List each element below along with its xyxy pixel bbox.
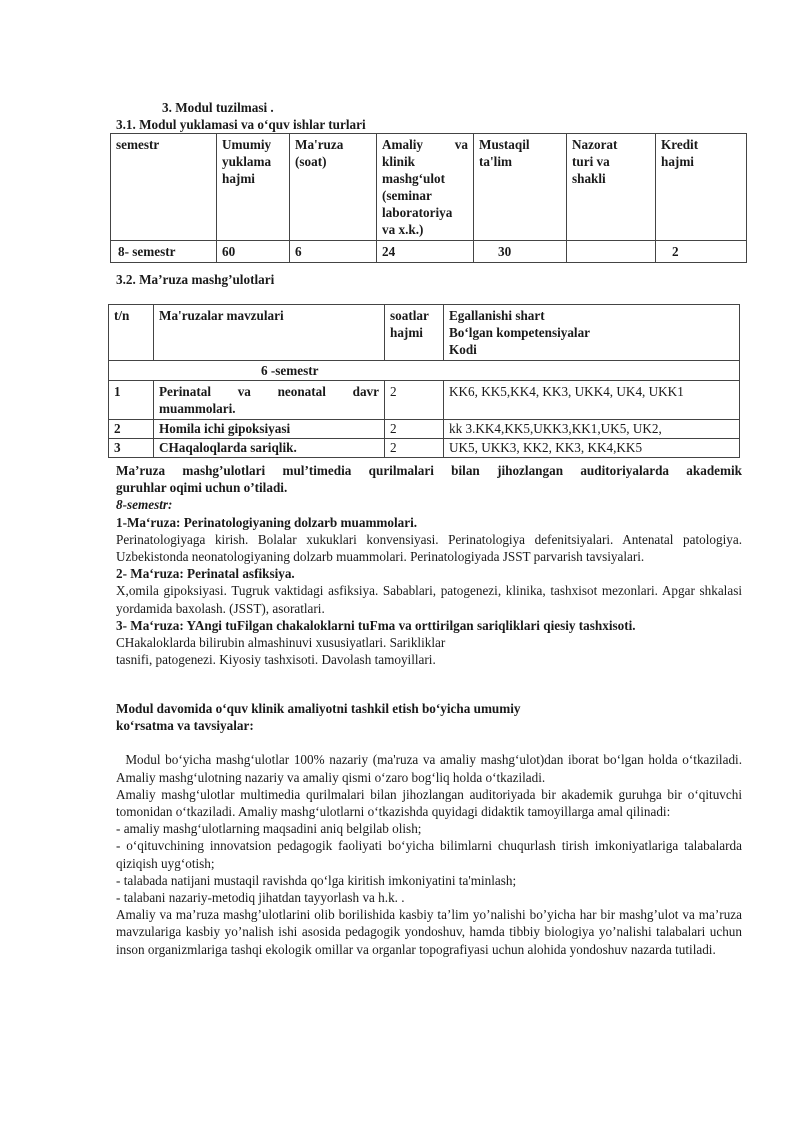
table-cell bbox=[567, 241, 656, 263]
lecture-title: 3- Ma‘ruza: YAngi tuFilgan chakaloklarni tuFma va orttirilgan sariqliklari qiesiy tashxisoti. bbox=[116, 617, 636, 633]
table-row bbox=[109, 420, 740, 439]
lecture-text: X,omila gipoksiyasi. Tugruk vaktidagi asfiksiya. Sabablari, patogenezi, klinika, tashxisot mezonlari. Apgar shkalasi yordamida baxolash. (JSST), asoratlari. bbox=[116, 583, 742, 616]
lecture-title: 1-Ma‘ruza: Perinatologiyaning dolzarb muammolari. bbox=[116, 514, 418, 530]
section-title: 3. Modul tuzilmasi . bbox=[162, 100, 274, 115]
lecture-section bbox=[116, 462, 742, 668]
table-row bbox=[111, 241, 747, 263]
table-header-cell: Mustaqil ta'lim bbox=[474, 134, 567, 241]
table-row bbox=[109, 439, 740, 458]
table-cell: 60 bbox=[217, 241, 290, 263]
table-cell: 2 bbox=[385, 439, 444, 458]
practice-paragraph: Amaliy mashg‘ulotlar multimedia qurilmalari bilan jihozlangan auditoriyada bir akademik guruhga bir o‘qituvchi tomonidan o‘tkaziladi. Amaliy mashg‘ulotlarni o‘tkazishda quyidagi didaktik tamoyillarga amal qilinadi: bbox=[116, 786, 742, 820]
lecture-text: Perinatologiyaga kirish. Bolalar xukuklari konvensiyasi. Perinatologiya defenitsiyalari. Antenatal patologiya. Uzbekistonda neonatologiyaning dolzarb muammolari. Perinatologiyada JSST parvarish tavsiyalari. bbox=[116, 531, 742, 565]
table-cell: 2 bbox=[385, 381, 444, 420]
list-item: - talabada natijani mustaqil ravishda qo‘lga kiritish imkoniyatini ta'minlash; bbox=[116, 872, 517, 888]
subsection-title-lectures: 3.2. Ma’ruza mashg’ulotlari bbox=[116, 272, 275, 287]
list-item: - o‘qituvchining innovatsion pedagogik faoliyati bo‘yicha bilimlarni chuqurlash tirish imkoniyatlariga talabalarda qiziqish uyg‘otish; bbox=[116, 838, 742, 871]
table-cell: 6 bbox=[290, 241, 377, 263]
table-cell: 2 bbox=[656, 241, 747, 263]
workload-table bbox=[110, 133, 747, 263]
table-header-cell: Umumiy yuklama hajmi bbox=[217, 134, 290, 241]
subsection-title-workload: 3.1. Modul yuklamasi va o‘quv ishlar turlari bbox=[116, 117, 366, 132]
lecture-text: CHakaloklarda bilirubin almashinuvi xususiyatlari. Sarikliklar bbox=[116, 635, 446, 651]
list-item: - amaliy mashg‘ulotlarning maqsadini aniq belgilab olish; bbox=[116, 821, 422, 837]
table-cell: 8- semestr bbox=[111, 241, 217, 263]
final-paragraph: Amaliy va ma’ruza mashg’ulotlarini olib borilishida kasbiy ta’lim yo’nalishi bo’yicha har bir mashg’ulot va ma’ruza mavzulariga kasbiy yo’nalish ishi asosida pedagogik yondoshuv, hamda tibbiy biologiya yo’nalishi talabalari uchun inson organizmlariga tashqi ekologik omillar va organlar topografiyasi uchun alohida yondoshuv nazarda tutiladi. bbox=[116, 907, 742, 957]
table-cell: KK6, KK5,KK4, KK3, UKK4, UK4, UKK1 bbox=[444, 381, 740, 420]
table-header-cell: soatlar hajmi bbox=[385, 305, 444, 361]
table-header-cell: semestr bbox=[111, 134, 217, 241]
table-header-cell: Nazorat turi va shakli bbox=[567, 134, 656, 241]
practice-paragraph: Modul bo‘yicha mashg‘ulotlar 100% nazariy (ma'ruza va amaliy mashg‘ulot)dan iborat bo‘lgan holda o‘tkaziladi. Amaliy mashg‘ulotning nazariy va amaliy qismi o‘zaro bog‘liq holda o‘tkaziladi. bbox=[116, 752, 745, 785]
table-cell: Homila ichi gipoksiyasi bbox=[154, 420, 385, 439]
table-header-row bbox=[109, 305, 740, 361]
table-cell: 2 bbox=[109, 420, 154, 439]
table-cell: 24 bbox=[377, 241, 474, 263]
lecture-title: 2- Ma‘ruza: Perinatal asfiksiya. bbox=[116, 566, 295, 582]
intro-text: Ma’ruza mashg’ulotlari mul’timedia qurilmalari bilan jihozlangan auditoriyalarda akademik bbox=[116, 463, 742, 478]
table-cell: 3 bbox=[109, 439, 154, 458]
practice-title: Modul davomida o‘quv klinik amaliyotni tashkil etish bo‘yicha umumiy bbox=[116, 701, 521, 716]
table-header-cell: Egallanishi shart Bo‘lgan kompetensiyalar Kodi bbox=[444, 305, 740, 361]
table-cell: 30 bbox=[474, 241, 567, 263]
table-cell: 2 bbox=[385, 420, 444, 439]
practice-title: ko‘rsatma va tavsiyalar: bbox=[116, 718, 254, 734]
table-header-cell: Ma'ruza (soat) bbox=[290, 134, 377, 241]
semester-row: 6 -semestr bbox=[109, 361, 740, 381]
lecture-text: tasnifi, patogenezi. Kiyosiy tashxisoti. Davolash tamoyillari. bbox=[116, 652, 436, 668]
table-row bbox=[109, 361, 740, 381]
table-cell: Perinatal va neonatal davr muammolari. bbox=[154, 381, 385, 420]
semester-label: 8-semestr: bbox=[116, 497, 173, 513]
list-item: - talabani nazariy-metodiq jihatdan tayyorlash va h.k. . bbox=[116, 890, 405, 906]
table-cell: UK5, UKK3, KK2, KK3, KK4,KK5 bbox=[444, 439, 740, 458]
intro-text: guruhlar oqimi uchun o’tiladi. bbox=[116, 480, 288, 496]
table-header-cell: Kredit hajmi bbox=[656, 134, 747, 241]
table-cell: 1 bbox=[109, 381, 154, 420]
table-cell: CHaqaloqlarda sariqlik. bbox=[154, 439, 385, 458]
table-header-cell: t/n bbox=[109, 305, 154, 361]
table-cell: kk 3.KK4,KK5,UKK3,KK1,UK5, UK2, bbox=[444, 420, 740, 439]
table-header-cell: Ma'ruzalar mavzulari bbox=[154, 305, 385, 361]
table-header-cell: Amaliy va klinik mashg‘ulot (seminar laboratoriya va x.k.) bbox=[377, 134, 474, 241]
table-row bbox=[109, 381, 740, 420]
practice-section bbox=[116, 700, 745, 958]
lectures-table bbox=[108, 304, 740, 458]
table-header-row bbox=[111, 134, 747, 241]
